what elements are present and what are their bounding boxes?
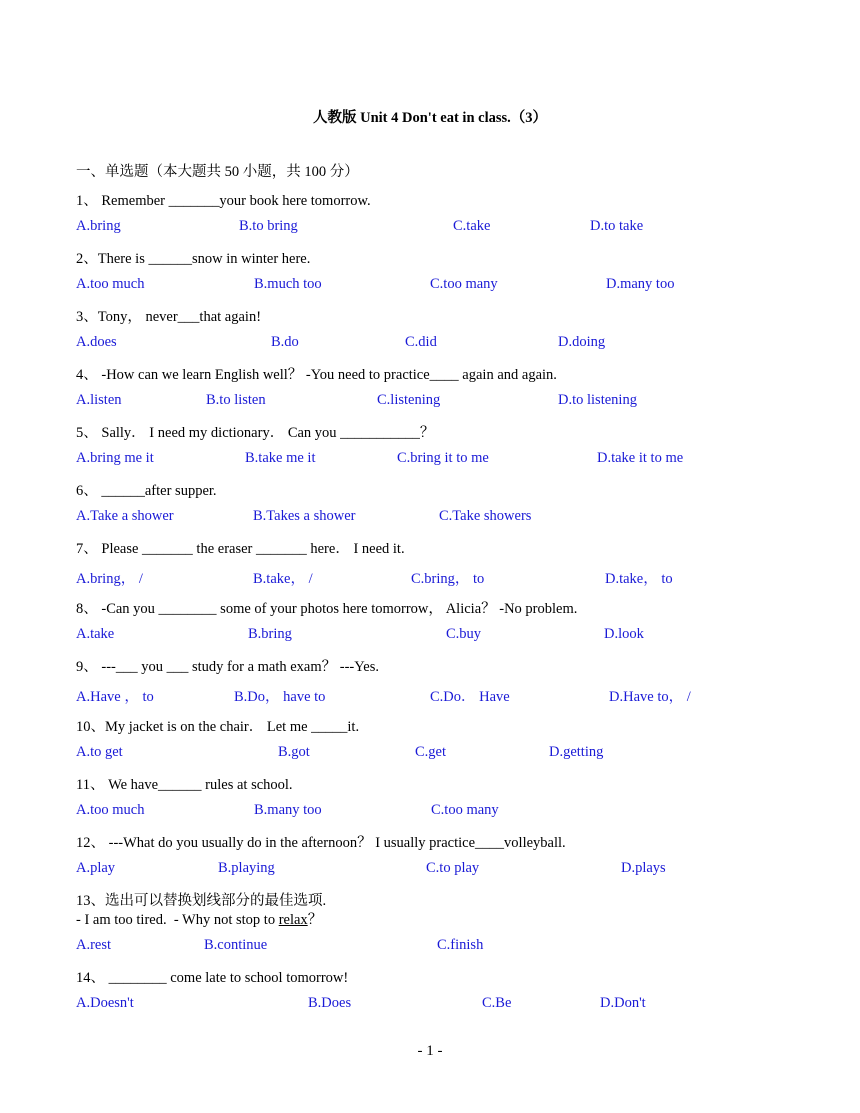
option-12b: B.playing <box>218 860 275 876</box>
option-14c: C.Be <box>482 995 512 1011</box>
option-7b: B.take， / <box>253 571 313 587</box>
question-13-dialog: - I am too tired. - Why not stop to relax？ <box>76 912 323 928</box>
document-title: 人教版 Unit 4 Don't eat in class.（3） <box>312 110 548 126</box>
option-3b: B.do <box>271 334 299 350</box>
question-6: 6、 ______after supper. <box>76 483 217 499</box>
option-10a: A.to get <box>76 744 123 760</box>
question-10: 10、My jacket is on the chair． Let me _____it. <box>76 719 360 735</box>
option-2d: D.many too <box>606 276 675 292</box>
option-8a: A.take <box>76 626 115 642</box>
option-14a: A.Doesn't <box>76 995 134 1011</box>
question-2: 2、There is ______snow in winter here. <box>76 251 311 267</box>
option-10b: B.got <box>278 744 310 760</box>
page-number: - 1 - <box>417 1043 443 1059</box>
option-9d: D.Have to， / <box>609 689 691 705</box>
option-9c: C.Do． Have <box>430 689 510 705</box>
question-7: 7、 Please _______ the eraser _______ here． I need it. <box>76 541 405 557</box>
option-6a: A.Take a shower <box>76 508 174 524</box>
option-11c: C.too many <box>431 802 499 818</box>
option-3c: C.did <box>405 334 437 350</box>
option-2c: C.too many <box>430 276 498 292</box>
option-4d: D.to listening <box>558 392 637 408</box>
option-6b: B.Takes a shower <box>253 508 356 524</box>
option-7c: C.bring， to <box>411 571 485 587</box>
question-8: 8、 -Can you ________ some of your photos here tomorrow， Alicia？ -No problem. <box>76 601 578 617</box>
option-13a: A.rest <box>76 937 112 953</box>
question-4: 4、 -How can we learn English well？ -You need to practice____ again and again. <box>76 367 557 383</box>
option-14b: B.Does <box>308 995 352 1011</box>
option-12a: A.play <box>76 860 116 876</box>
option-1a: A.bring <box>76 218 121 234</box>
question-9: 9、 ---___ you ___ study for a math exam？ ---Yes. <box>76 659 379 675</box>
option-3a: A.does <box>76 334 117 350</box>
option-9a: A.Have ， to <box>76 689 154 705</box>
option-11a: A.too much <box>76 802 145 818</box>
underlined-word: relax <box>278 912 308 928</box>
option-1c: C.take <box>453 218 491 234</box>
option-7d: D.take， to <box>605 571 673 587</box>
section-heading: 一、单选题（本大题共 50 小题，共 100 分） <box>76 164 359 180</box>
question-13: 13、选出可以替换划线部分的最佳选项. <box>76 893 327 909</box>
option-1b: B.to bring <box>239 218 298 234</box>
question-11: 11、 We have______ rules at school. <box>76 777 293 793</box>
option-12d: D.plays <box>621 860 666 876</box>
option-5d: D.take it to me <box>597 450 684 466</box>
option-3d: D.doing <box>558 334 606 350</box>
option-2b: B.much too <box>254 276 322 292</box>
option-9b: B.Do， have to <box>234 689 326 705</box>
question-3: 3、Tony， never___that again! <box>76 309 262 325</box>
option-13c: C.finish <box>437 937 484 953</box>
option-8c: C.buy <box>446 626 482 642</box>
question-1: 1、 Remember _______your book here tomorrow. <box>76 193 371 209</box>
option-10c: C.get <box>415 744 447 760</box>
option-10d: D.getting <box>549 744 604 760</box>
option-5a: A.bring me it <box>76 450 154 466</box>
option-1d: D.to take <box>590 218 644 234</box>
option-7a: A.bring， / <box>76 571 143 587</box>
option-4a: A.listen <box>76 392 122 408</box>
option-5c: C.bring it to me <box>397 450 489 466</box>
option-6c: C.Take showers <box>439 508 532 524</box>
question-5: 5、 Sally． I need my dictionary． Can you ___________？ <box>76 425 435 441</box>
option-14d: D.Don't <box>600 995 646 1011</box>
option-8b: B.bring <box>248 626 292 642</box>
option-4b: B.to listen <box>206 392 266 408</box>
option-4c: C.listening <box>377 392 441 408</box>
option-2a: A.too much <box>76 276 145 292</box>
option-13b: B.continue <box>204 937 268 953</box>
option-11b: B.many too <box>254 802 322 818</box>
question-12: 12、 ---What do you usually do in the afternoon？ I usually practice____volleyball. <box>76 835 566 851</box>
option-12c: C.to play <box>426 860 480 876</box>
option-5b: B.take me it <box>245 450 316 466</box>
question-14: 14、 ________ come late to school tomorrow! <box>76 970 349 986</box>
option-8d: D.look <box>604 626 644 642</box>
